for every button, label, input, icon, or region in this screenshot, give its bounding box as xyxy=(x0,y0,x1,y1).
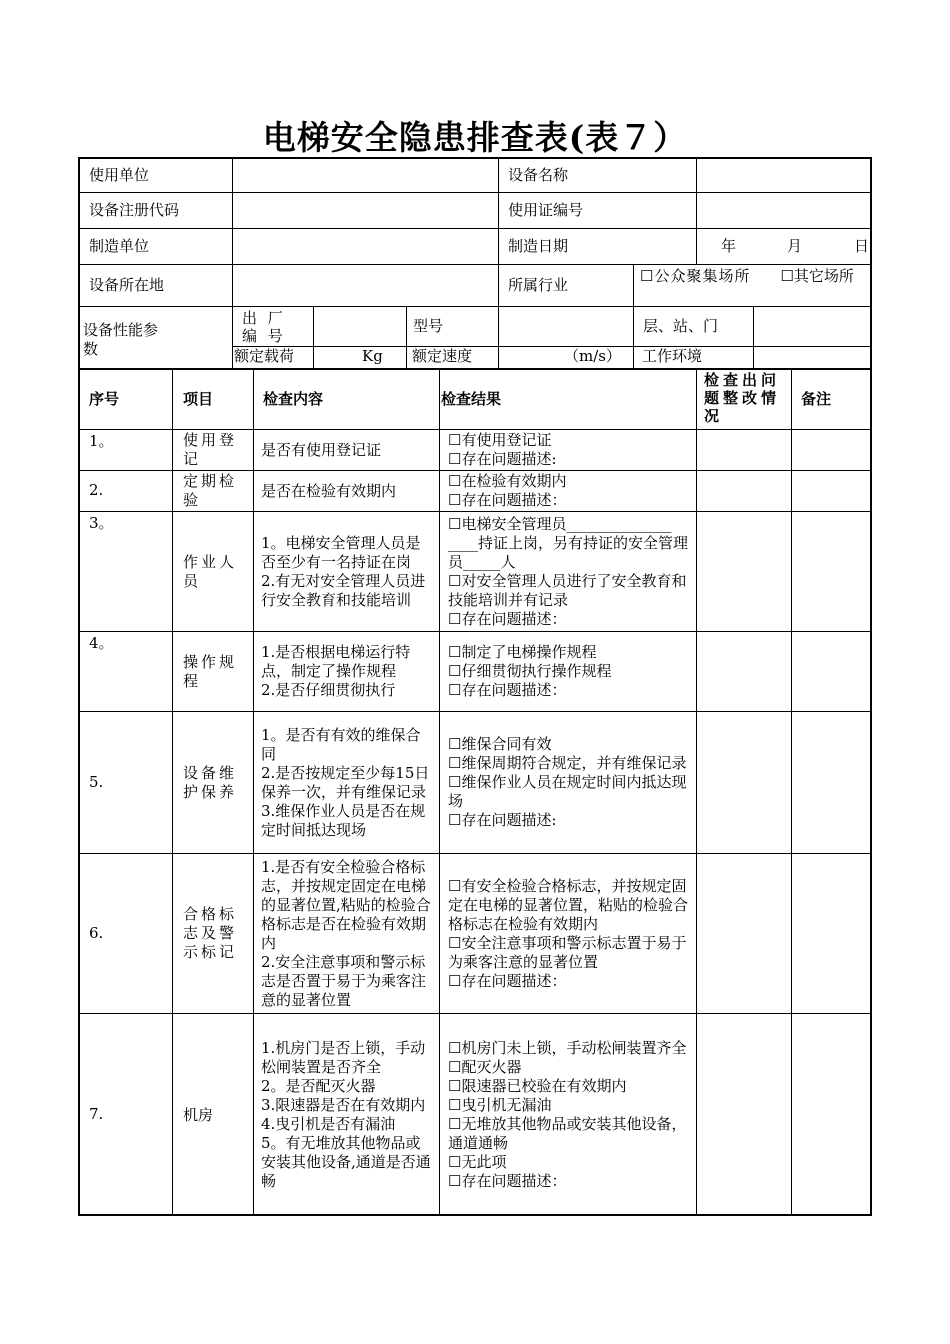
content-line: 1。电梯安全管理人员是否至少有一名持证在岗 xyxy=(261,533,421,571)
result-option[interactable]: ☐对安全管理人员进行了安全教育和技能培训并有记录 xyxy=(448,571,687,609)
environment-label: 工作环境 xyxy=(642,347,703,365)
row-content xyxy=(258,512,438,631)
month-label: 月 xyxy=(787,237,803,255)
content-line: 2.安全注意事项和警示标志是否置于易于为乘客注意的显著位置 xyxy=(261,952,427,1009)
page-title: 电梯安全隐患排查表(表７） xyxy=(262,118,688,157)
row-issues-field[interactable] xyxy=(697,854,791,1013)
content-line: 2.有无对安全管理人员进行安全教育和技能培训 xyxy=(261,571,426,609)
year-label: 年 xyxy=(721,237,737,255)
factory-no-field[interactable] xyxy=(314,307,406,346)
row-result[interactable] xyxy=(446,632,700,711)
kg-unit: Kg xyxy=(362,347,383,365)
row-issues-field[interactable] xyxy=(697,430,791,470)
table-row xyxy=(80,471,872,511)
factory-no-label: 出 厂 编 号 xyxy=(242,309,286,345)
table-row xyxy=(80,512,872,631)
row-content xyxy=(258,430,438,470)
row-item: 定期检验 xyxy=(183,472,238,509)
col-result-header: 检查结果 xyxy=(441,390,502,408)
result-option[interactable]: ☐存在问题描述： xyxy=(448,491,567,509)
row-content xyxy=(258,854,438,1013)
row-seq: 5. xyxy=(89,772,104,791)
row-result[interactable] xyxy=(446,854,700,1013)
row-result[interactable] xyxy=(446,471,700,511)
row-issues-field[interactable] xyxy=(697,471,791,511)
content-line: 是否有使用登记证 xyxy=(261,440,382,459)
result-option[interactable]: ☐存在问题描述: xyxy=(448,811,557,829)
row-remark-field[interactable] xyxy=(792,854,872,1013)
row-item: 作业人员 xyxy=(183,552,238,590)
row-issues-field[interactable] xyxy=(697,632,791,711)
result-option[interactable]: ☐机房门未上锁，手动松闸装置齐全 xyxy=(448,1039,687,1057)
inspection-form xyxy=(78,157,872,1216)
col-issues-header: 检查出问题整改情况 xyxy=(704,371,781,425)
content-line: 2.是否按规定至少每15日保养一次，并有维保记录 xyxy=(261,763,430,801)
floors-field[interactable] xyxy=(754,307,872,346)
industry-opt-other[interactable]: ☐其它场所 xyxy=(780,267,854,285)
row-remark-field[interactable] xyxy=(792,712,872,853)
content-line: 3.限速器是否在有效期内 xyxy=(261,1096,426,1114)
result-option[interactable]: ☐存在问题描述： xyxy=(448,681,567,699)
perf-params-label: 设备性能参数 xyxy=(83,321,159,358)
manufacturer-field[interactable] xyxy=(233,229,498,264)
table-row xyxy=(80,854,872,1013)
result-option[interactable]: ☐限速器已校验在有效期内 xyxy=(448,1077,627,1095)
row-seq: 4。 xyxy=(89,634,114,652)
result-option[interactable]: ☐维保作业人员在规定时间内抵达现场 xyxy=(448,773,687,810)
result-option[interactable]: ☐无堆放其他物品或安装其他设备，通道通畅 xyxy=(448,1115,687,1152)
table-row xyxy=(80,632,872,711)
result-option[interactable]: ☐存在问题描述： xyxy=(448,609,567,628)
row-item: 设备维护保养 xyxy=(183,763,238,801)
row-content xyxy=(258,471,438,511)
device-name-label: 设备名称 xyxy=(508,166,569,184)
row-item: 使用登记 xyxy=(183,431,238,468)
use-unit-field[interactable] xyxy=(233,159,498,192)
content-line: 1.是否有安全检验合格标志，并按规定固定在电梯的显著位置,粘贴的检验合格标志是否在检验有效期内 xyxy=(261,857,431,952)
row-item: 机房 xyxy=(183,1105,214,1124)
manufacturer-label: 制造单位 xyxy=(89,237,150,255)
location-field[interactable] xyxy=(233,265,498,306)
row-content xyxy=(258,1014,438,1216)
result-option[interactable]: ☐曳引机无漏油 xyxy=(448,1096,552,1114)
content-line: 2。是否配灭火器 xyxy=(261,1077,376,1095)
model-field[interactable] xyxy=(499,307,633,346)
row-seq: 7. xyxy=(89,1105,104,1123)
result-option[interactable]: ☐存在问题描述： xyxy=(448,1172,567,1190)
reg-code-label: 设备注册代码 xyxy=(89,201,180,219)
device-name-field[interactable] xyxy=(697,159,872,192)
row-result[interactable] xyxy=(446,512,700,631)
row-issues-field[interactable] xyxy=(697,512,791,631)
industry-options[interactable] xyxy=(638,265,874,306)
ms-unit: （m/s） xyxy=(564,347,621,365)
row-remark-field[interactable] xyxy=(792,430,872,470)
content-line: 1.机房门是否上锁，手动松闸装置是否齐全 xyxy=(261,1039,426,1076)
table-row xyxy=(80,430,872,470)
mfg-date-label: 制造日期 xyxy=(508,237,569,255)
result-option[interactable]: ☐安全注意事项和警示标志置于易于为乘客注意的显著位置 xyxy=(448,933,687,971)
row-content xyxy=(258,632,438,711)
rated-load-label: 额定载荷 xyxy=(234,347,295,365)
result-option[interactable]: ☐存在问题描述： xyxy=(448,971,567,990)
industry-opt-public[interactable]: ☐公众聚集场所 xyxy=(640,267,751,285)
row-result[interactable] xyxy=(446,1014,700,1216)
result-option[interactable]: ☐维保合同有效 xyxy=(448,735,552,753)
use-cert-no-field[interactable] xyxy=(697,193,872,228)
row-item: 合格标志及警示标记 xyxy=(183,905,238,961)
row-remark-field[interactable] xyxy=(792,1014,872,1216)
row-item: 操作规程 xyxy=(183,652,238,690)
content-line: 5。有无堆放其他物品或安装其他设备,通道是否通畅 xyxy=(261,1134,431,1190)
result-option[interactable]: ☐维保周期符合规定，并有维保记录 xyxy=(448,754,687,772)
model-label: 型号 xyxy=(413,317,444,335)
content-line: 是否在检验有效期内 xyxy=(261,481,397,500)
reg-code-field[interactable] xyxy=(233,193,498,228)
row-result[interactable] xyxy=(446,712,700,853)
row-remark-field[interactable] xyxy=(792,632,872,711)
row-remark-field[interactable] xyxy=(792,471,872,511)
row-seq: 6. xyxy=(89,923,104,942)
result-option[interactable]: ☐制定了电梯操作规程 xyxy=(448,643,597,661)
row-remark-field[interactable] xyxy=(792,512,872,631)
result-option[interactable]: ☐仔细贯彻执行操作规程 xyxy=(448,662,612,680)
industry-label: 所属行业 xyxy=(508,276,569,294)
use-cert-no-label: 使用证编号 xyxy=(508,201,584,219)
col-content-header: 检查内容 xyxy=(263,390,324,408)
day-label: 日 xyxy=(854,237,870,255)
row-content xyxy=(258,712,438,853)
content-line: 2.是否仔细贯彻执行 xyxy=(261,681,396,699)
environment-field[interactable] xyxy=(754,347,872,368)
content-line: 4.曳引机是否有漏油 xyxy=(261,1115,396,1133)
content-line: 1。是否有有效的维保合同 xyxy=(261,725,421,763)
row-seq: 3。 xyxy=(89,514,114,532)
table-row xyxy=(80,1014,872,1216)
rated-speed-label: 额定速度 xyxy=(412,347,473,365)
result-option[interactable]: ☐电梯安全管理员______________ xyxy=(448,514,672,533)
row-issues-field[interactable] xyxy=(697,712,791,853)
col-seq-header: 序号 xyxy=(89,390,120,408)
result-option[interactable]: ☐存在问题描述: xyxy=(448,450,557,468)
floors-label: 层、站、门 xyxy=(643,317,719,335)
row-seq: 2. xyxy=(89,481,104,499)
location-label: 设备所在地 xyxy=(89,276,165,294)
result-option[interactable]: ☐有安全检验合格标志，并按规定固定在电梯的显著位置，粘贴的检验合格标志在检验有效期内 xyxy=(448,876,689,933)
result-option[interactable]: ☐无此项 xyxy=(448,1153,507,1171)
col-item-header: 项目 xyxy=(183,390,214,408)
result-option[interactable]: ☐有使用登记证 xyxy=(448,431,552,449)
result-option[interactable]: ☐在检验有效期内 xyxy=(448,472,567,490)
row-seq: 1。 xyxy=(89,432,114,450)
row-issues-field[interactable] xyxy=(697,1014,791,1216)
result-option[interactable]: ☐配灭火器 xyxy=(448,1058,522,1076)
table-row xyxy=(80,712,872,853)
content-line: 1.是否根据电梯运行特点，制定了操作规程 xyxy=(261,643,411,680)
content-line: 3.维保作业人员是否在规定时间抵达现场 xyxy=(261,801,426,839)
row-result[interactable] xyxy=(446,430,700,470)
result-option[interactable]: ____持证上岗，另有持证的安全管理员_____人 xyxy=(448,533,689,571)
use-unit-label: 使用单位 xyxy=(89,166,150,184)
col-remark-header: 备注 xyxy=(801,390,832,408)
